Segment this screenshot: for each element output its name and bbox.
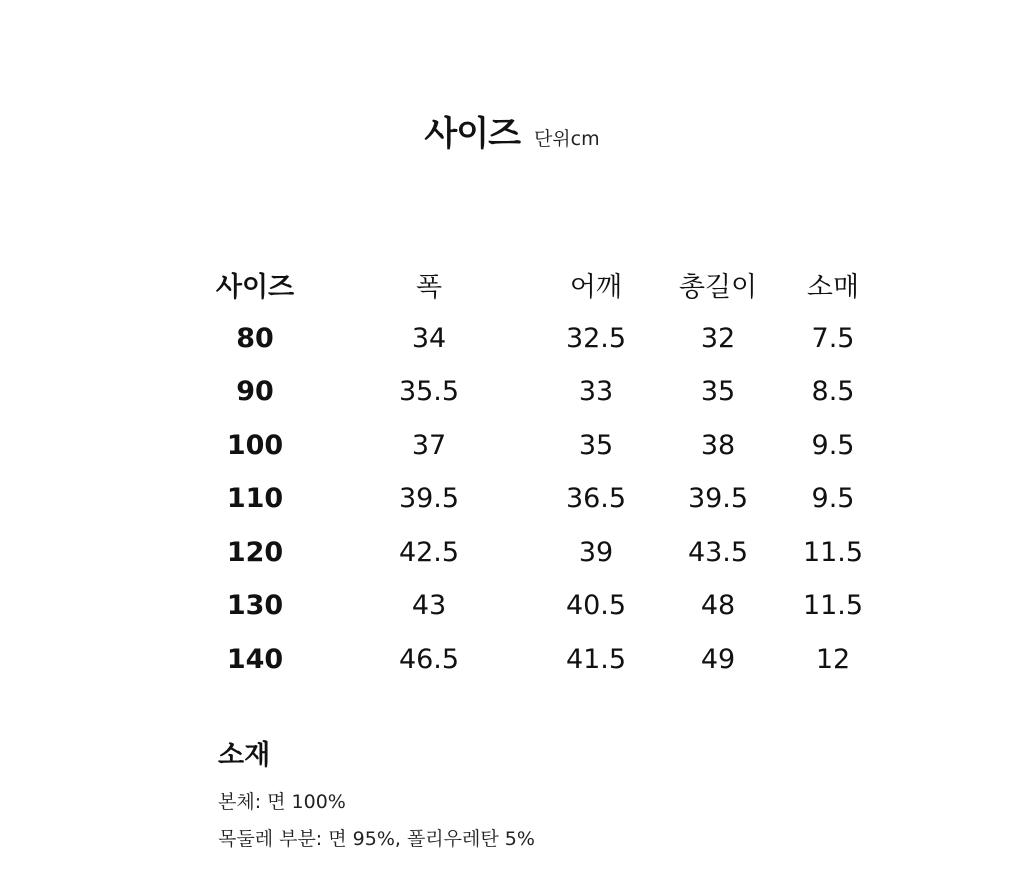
page-header — [0, 106, 1024, 155]
shoulder-cell: 41.5 — [565, 643, 627, 675]
sleeve-cell: 8.5 — [811, 376, 855, 408]
length-cell: 38 — [700, 429, 736, 461]
column-header-shoulder: 어깨 — [569, 272, 623, 304]
sleeve-cell: 9.5 — [811, 483, 855, 515]
size-cell: 100 — [226, 429, 284, 461]
size-cell: 120 — [226, 536, 284, 568]
size-cell: 90 — [236, 376, 274, 408]
width-cell: 35.5 — [398, 376, 460, 408]
table-row — [196, 633, 878, 687]
table-row — [196, 472, 878, 526]
column-header-sleeve: 소매 — [806, 272, 860, 304]
table-row — [196, 526, 878, 580]
shoulder-cell: 33 — [578, 376, 614, 408]
width-cell: 39.5 — [398, 483, 460, 515]
column-header-width: 폭 — [415, 272, 443, 304]
size-cell: 130 — [226, 590, 284, 622]
shoulder-cell: 40.5 — [565, 590, 627, 622]
size-cell: 110 — [226, 483, 284, 515]
table-row — [196, 579, 878, 633]
length-cell: 39.5 — [687, 483, 749, 515]
width-cell: 42.5 — [398, 536, 460, 568]
table-row — [196, 365, 878, 419]
length-cell: 43.5 — [687, 536, 749, 568]
material-body-line: 본체: 면 100% — [218, 791, 346, 813]
column-header-size: 사이즈 — [215, 272, 295, 304]
sleeve-cell: 11.5 — [802, 536, 864, 568]
shoulder-cell: 36.5 — [565, 483, 627, 515]
sleeve-cell: 12 — [815, 643, 851, 675]
table-header-row — [196, 258, 878, 312]
material-neckline-line: 목둘레 부분: 면 95%, 폴리우레탄 5% — [218, 828, 535, 850]
length-cell: 48 — [700, 590, 736, 622]
sleeve-cell: 7.5 — [811, 322, 855, 354]
size-cell: 140 — [226, 643, 284, 675]
sleeve-cell: 9.5 — [811, 429, 855, 461]
sleeve-cell: 11.5 — [802, 590, 864, 622]
width-cell: 43 — [411, 590, 447, 622]
shoulder-cell: 39 — [578, 536, 614, 568]
material-title: 소재 — [218, 740, 271, 771]
length-cell: 49 — [700, 643, 736, 675]
table-row — [196, 312, 878, 366]
page-title: 사이즈 — [424, 114, 520, 154]
shoulder-cell: 35 — [578, 429, 614, 461]
material-section — [218, 733, 535, 858]
width-cell: 46.5 — [398, 643, 460, 675]
size-cell: 80 — [236, 322, 274, 354]
table-row — [196, 419, 878, 473]
size-table — [196, 258, 878, 686]
unit-label: 단위cm — [533, 128, 600, 150]
length-cell: 32 — [700, 322, 736, 354]
shoulder-cell: 32.5 — [565, 322, 627, 354]
width-cell: 37 — [411, 429, 447, 461]
column-header-length: 총길이 — [678, 272, 758, 304]
width-cell: 34 — [411, 322, 447, 354]
length-cell: 35 — [700, 376, 736, 408]
